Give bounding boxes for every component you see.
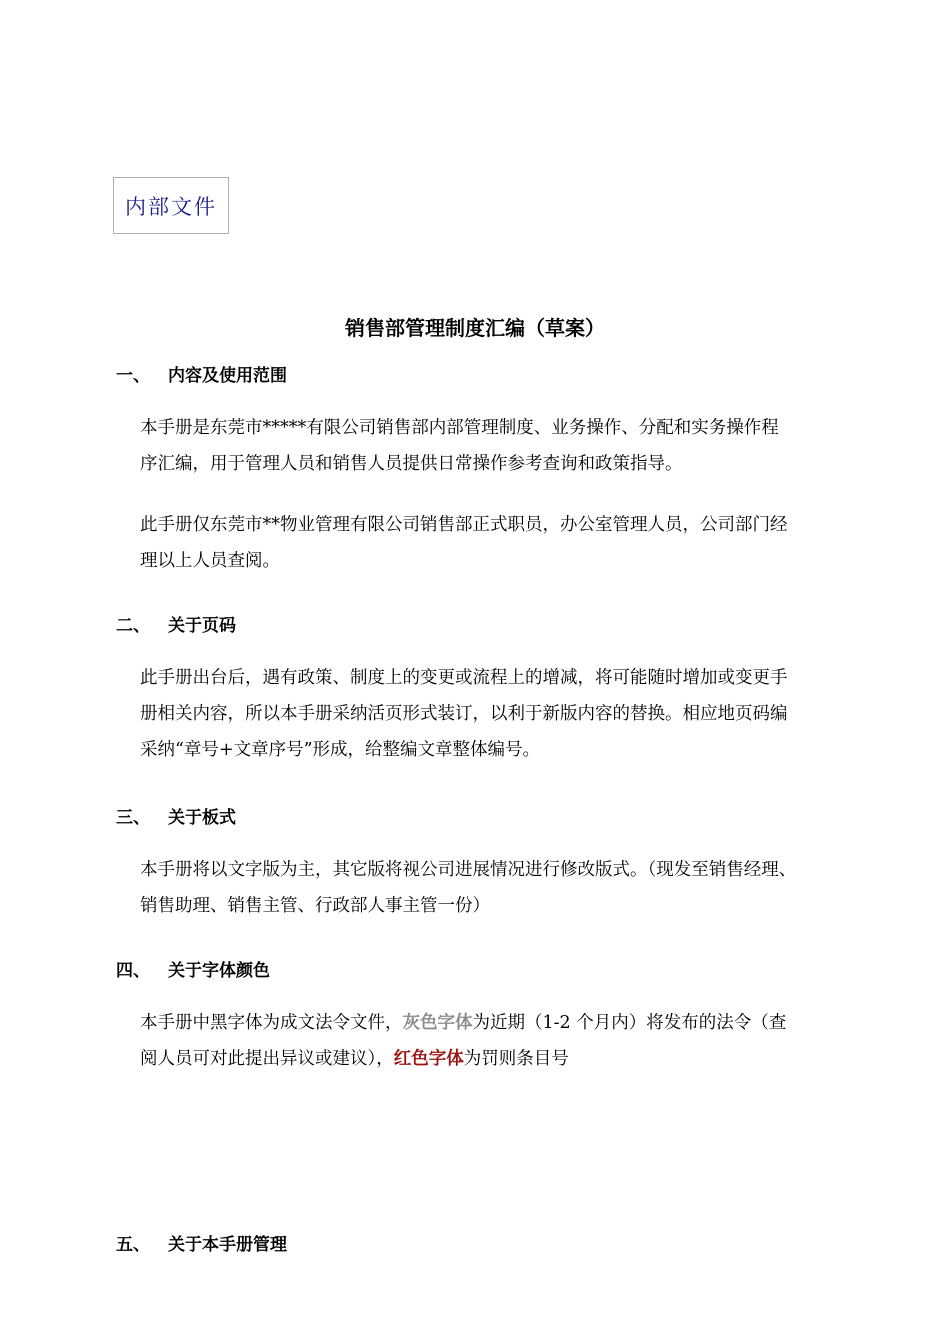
document-title: 销售部管理制度汇编（草案） xyxy=(345,316,605,340)
section-title: 关于字体颜色 xyxy=(168,961,270,981)
section-heading-4 xyxy=(116,956,270,981)
section-number: 五、 xyxy=(116,1235,150,1255)
paragraph-line: 采纳“章号+文章序号”形成，给整编文章整体编号。 xyxy=(140,740,541,760)
text-run: 为近期（1-2 个月内）将发布的法令（查 xyxy=(472,1013,787,1033)
section-title: 关于板式 xyxy=(168,808,236,828)
section-heading-2 xyxy=(116,611,236,636)
section-number: 四、 xyxy=(116,961,150,981)
text-run: 阅人员可对此提出异议或建议）， xyxy=(140,1049,394,1069)
paragraph-line: 销售助理、销售主管、行政部人事主管一份） xyxy=(140,896,490,916)
paragraph-4-1 xyxy=(140,1005,865,1077)
section-title: 关于本手册管理 xyxy=(168,1235,287,1255)
section-heading-3 xyxy=(116,803,236,828)
section-number: 二、 xyxy=(116,616,150,636)
text-run: 本手册中黑字体为成文法令文件， xyxy=(140,1013,403,1033)
paragraph-1-1 xyxy=(140,410,865,482)
section-title: 关于页码 xyxy=(168,616,236,636)
paragraph-line: 序汇编，用于管理人员和销售人员提供日常操作参考查询和政策指导。 xyxy=(140,454,683,474)
paragraph-line: 册相关内容，所以本手册采纳活页形式装订，以利于新版内容的替换。相应地页码编 xyxy=(140,704,788,724)
paragraph-line: 本手册将以文字版为主，其它版将视公司进展情况进行修改版式。（现发至销售经理、 xyxy=(140,860,797,880)
section-number: 一、 xyxy=(116,366,150,386)
paragraph-2-1 xyxy=(140,660,865,768)
paragraph-line xyxy=(140,1005,865,1041)
paragraph-line: 本手册是东莞市*****有限公司销售部内部管理制度、业务操作、分配和实务操作程 xyxy=(140,418,779,438)
section-heading-5 xyxy=(116,1230,287,1255)
section-heading-1 xyxy=(116,361,287,386)
paragraph-3-1 xyxy=(140,852,865,924)
gray-text-sample: 灰色字体 xyxy=(402,1013,473,1033)
internal-document-stamp xyxy=(113,177,229,234)
text-run: 为罚则条目号 xyxy=(463,1049,569,1069)
paragraph-line: 此手册仅东莞市**物业管理有限公司销售部正式职员，办公室管理人员，公司部门经 xyxy=(140,515,788,535)
section-title: 内容及使用范围 xyxy=(168,366,287,386)
paragraph-line xyxy=(140,1041,865,1077)
paragraph-line: 此手册出台后，遇有政策、制度上的变更或流程上的增减，将可能随时增加或变更手 xyxy=(140,668,788,688)
paragraph-1-2 xyxy=(140,507,865,579)
red-text-sample: 红色字体 xyxy=(393,1049,464,1069)
paragraph-line: 理以上人员查阅。 xyxy=(140,551,280,571)
section-number: 三、 xyxy=(116,808,150,828)
stamp-label: 内部文件 xyxy=(125,194,217,219)
